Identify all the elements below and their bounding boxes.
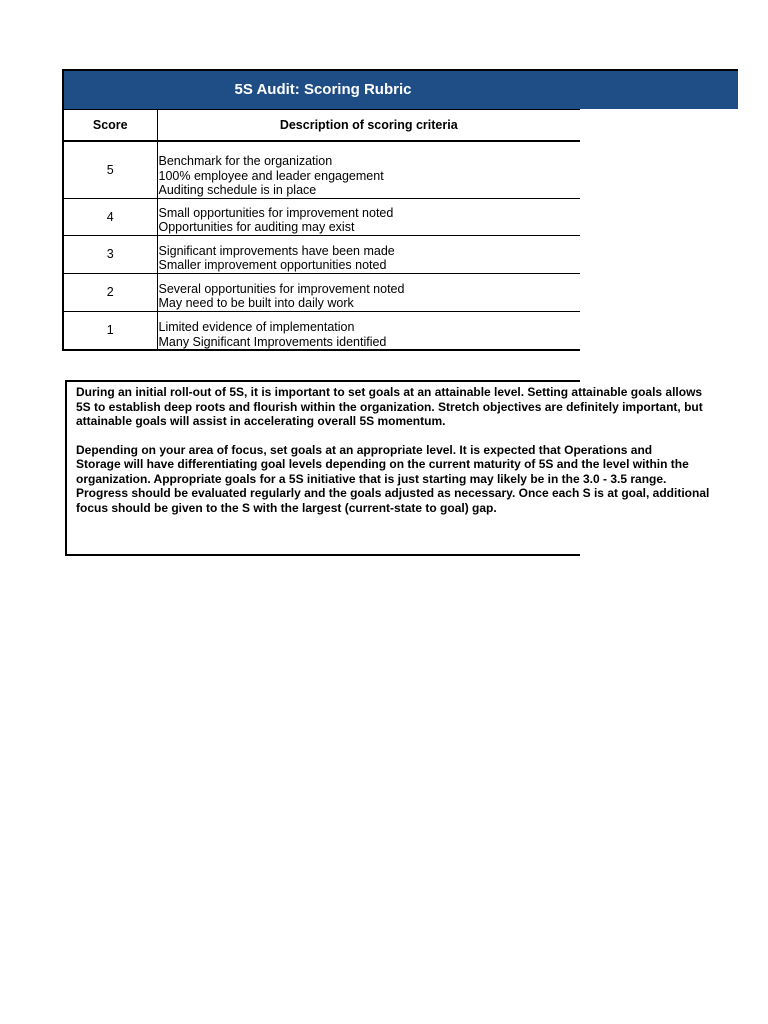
scoring-rubric-table [62, 109, 580, 351]
criteria-line: 100% employee and leader engagement [158, 168, 384, 183]
score-value: 3 [63, 235, 157, 273]
criteria-line: Opportunities for auditing may exist [158, 220, 355, 234]
notes-line: Progress should be evaluated regularly and the goals adjusted as necessary. Once each S is at goal, additional [76, 486, 710, 500]
score-value: 4 [63, 198, 157, 235]
criteria-description [157, 273, 580, 311]
criteria-description [157, 311, 580, 350]
notes-line: 5S to establish deep roots and flourish within the organization. Stretch objectives are definitely important, but [76, 399, 703, 414]
column-header-description: Description of scoring criteria [157, 110, 580, 142]
criteria-description [157, 198, 580, 235]
criteria-line: Small opportunities for improvement noted [158, 205, 394, 220]
goal-setting-notes [65, 380, 710, 556]
notes-paragraph-1 [76, 385, 703, 429]
table-row [63, 141, 580, 198]
notes-line: Depending on your area of focus, set goals at an appropriate level. It is expected that Operations and [76, 442, 653, 457]
criteria-line: Several opportunities for improvement noted [158, 281, 405, 296]
column-header-score: Score [63, 110, 157, 142]
page-title: 5S Audit: Scoring Rubric [234, 81, 412, 98]
table-row [63, 273, 580, 311]
table-header-row [63, 110, 580, 142]
notes-line: focus should be given to the S with the largest (current-state to goal) gap. [76, 500, 497, 515]
notes-paragraph-2 [76, 442, 710, 516]
criteria-line: Many Significant Improvements identified [158, 334, 387, 349]
score-value: 2 [63, 273, 157, 311]
score-value: 1 [63, 311, 157, 350]
notes-line: During an initial roll-out of 5S, it is important to set goals at an attainable level. Setting attainable goals allows [76, 385, 703, 399]
rubric-title-bar [62, 69, 738, 109]
criteria-line: Auditing schedule is in place [158, 183, 317, 197]
notes-line: Storage will have differentiating goal levels depending on the current maturity of 5S and the level within the [76, 457, 689, 471]
criteria-line: Limited evidence of implementation [158, 320, 355, 334]
score-value: 5 [63, 141, 157, 198]
criteria-line: May need to be built into daily work [158, 296, 354, 310]
criteria-line: Smaller improvement opportunities noted [158, 258, 387, 272]
criteria-line: Benchmark for the organization [158, 154, 333, 168]
criteria-line: Significant improvements have been made [158, 243, 395, 258]
criteria-description [157, 235, 580, 273]
notes-line: organization. Appropriate goals for a 5S initiative that is just starting may likely be in the 3.0 - 3.5 range. [76, 471, 667, 486]
notes-line: attainable goals will assist in accelerating overall 5S momentum. [76, 414, 446, 428]
table-row [63, 311, 580, 350]
table-row [63, 235, 580, 273]
criteria-description [157, 141, 580, 198]
table-row [63, 198, 580, 235]
